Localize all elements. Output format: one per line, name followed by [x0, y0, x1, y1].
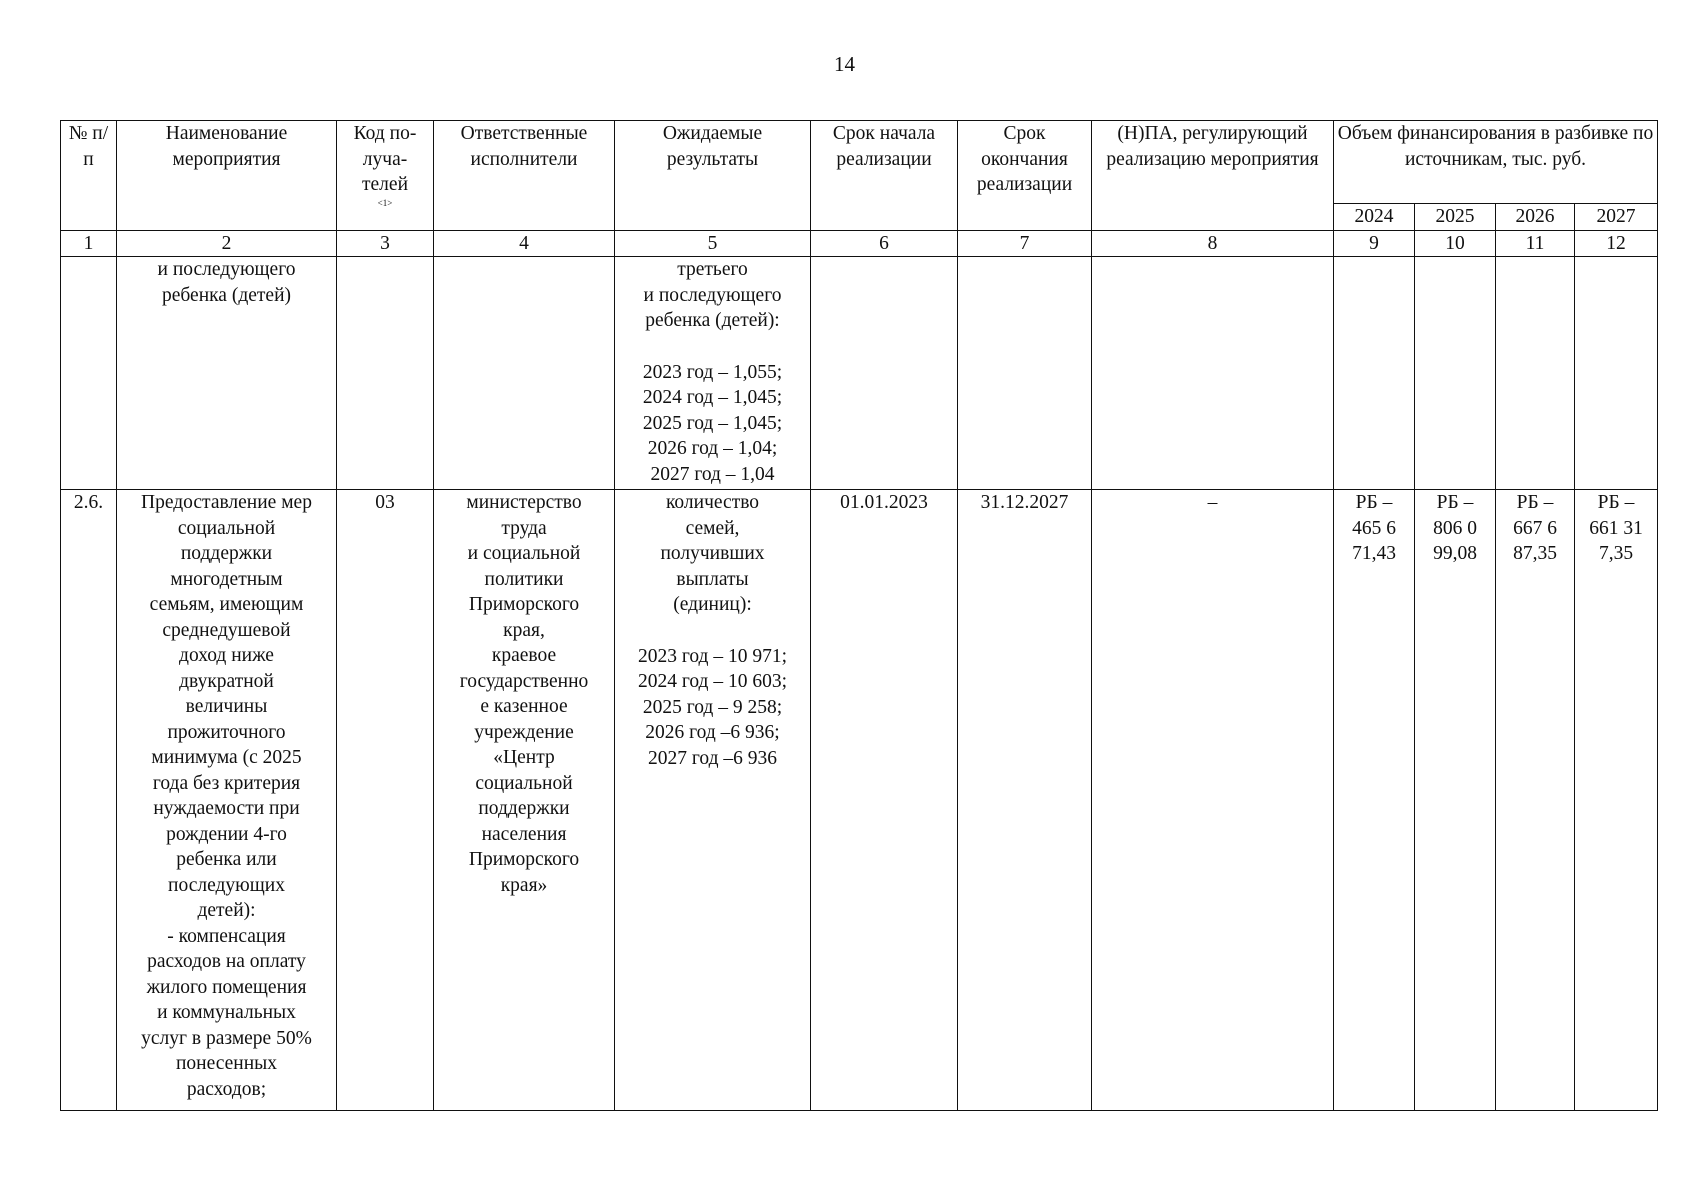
executors-line: политики [484, 568, 564, 590]
measure-name-line: и коммунальных [157, 1002, 296, 1023]
executors-line: поддержки [478, 798, 570, 819]
funding-2026-line: 667 6 [1513, 517, 1557, 539]
row-number: 2.6. [61, 490, 117, 1111]
measure-name-line: и последующего [157, 259, 296, 280]
executors-line: края, [503, 619, 545, 641]
header-recipient-code-note: <1> [377, 197, 393, 208]
year-2024: 2024 [1334, 204, 1415, 231]
column-number-cell: 12 [1575, 230, 1658, 257]
measure-name-line: расходов на оплату [147, 951, 306, 972]
column-number-cell: 8 [1092, 230, 1334, 257]
start-date [811, 257, 958, 490]
measure-name-line: минимума (с 2025 [151, 747, 302, 768]
column-number-cell: 11 [1496, 230, 1575, 257]
funding-2027 [1575, 490, 1658, 1111]
funding-2025-line: РБ – [1436, 492, 1474, 513]
column-number-cell: 5 [615, 230, 811, 257]
header-end-date: Срок окончания реализации [958, 121, 1092, 231]
expected-results-line: 2025 год – 9 258; [642, 696, 783, 718]
measure-name-line: ребенка или [176, 849, 277, 870]
executors-line: е казенное [480, 696, 568, 717]
funding-2027-line: 661 31 [1589, 517, 1643, 539]
measure-name-line: ребенка (детей) [161, 284, 292, 306]
measure-name-line: среднедушевой [162, 619, 291, 641]
funding-2024 [1334, 257, 1415, 490]
measure-name-line: величины [185, 696, 268, 717]
header-row [61, 121, 1658, 204]
measure-name-line: прожиточного [167, 721, 286, 743]
header-start-date: Срок начала реализации [811, 121, 958, 231]
column-number-cell: 10 [1415, 230, 1496, 257]
measure-name-line: понесенных [175, 1053, 278, 1074]
year-2027: 2027 [1575, 204, 1658, 231]
expected-results-line: выплаты [676, 568, 749, 590]
funding-2027-line: 7,35 [1598, 543, 1634, 564]
column-number-cell: 2 [117, 230, 337, 257]
table-row [61, 257, 1658, 490]
expected-results-line: 2024 год – 10 603; [637, 671, 788, 692]
measure-name-line: услуг в размере 50% [141, 1027, 312, 1049]
column-number-cell: 4 [434, 230, 615, 257]
funding-2027 [1575, 257, 1658, 490]
row-number [61, 257, 117, 490]
expected-results-line: количество [665, 492, 760, 513]
column-number-cell: 7 [958, 230, 1092, 257]
header-measure-name: Наименование мероприятия [117, 121, 337, 231]
executors [434, 257, 615, 490]
expected-results-line: 2024 год – 1,045; [642, 387, 783, 408]
expected-results-line: (единиц): [673, 594, 752, 615]
header-recipient-code-label: Код по-луча-телей [353, 123, 417, 195]
expected-results [615, 490, 811, 1111]
year-2026: 2026 [1496, 204, 1575, 231]
funding-2027-line: РБ – [1597, 492, 1635, 513]
executors-line: учреждение [474, 721, 574, 743]
year-2025: 2025 [1415, 204, 1496, 231]
expected-results-line: и последующего [643, 284, 782, 306]
header-recipient-code [337, 121, 434, 231]
measure-name-line: последующих [168, 874, 285, 896]
column-number-cell: 6 [811, 230, 958, 257]
expected-results-line: 2025 год – 1,045; [642, 412, 783, 434]
header-executors: Ответственные исполнители [434, 121, 615, 231]
expected-results-line: 2023 год – 1,055; [642, 361, 783, 383]
funding-2024-line: 71,43 [1352, 543, 1396, 564]
measure-name-line: доход ниже [179, 645, 274, 666]
measure-name-line: расходов; [186, 1078, 267, 1100]
funding-2024-line: 465 6 [1352, 517, 1396, 539]
measure-name-line: поддержки [180, 543, 273, 564]
executors-line: и социальной [467, 543, 581, 564]
measure-name-line: многодетным [170, 568, 283, 590]
page-number: 14 [834, 52, 855, 76]
measures-table [60, 120, 1658, 1111]
executors-line: населения [481, 823, 567, 845]
header-funding: Объем финансирования в разбивке по источникам, тыс. руб. [1334, 121, 1658, 204]
funding-2025-line: 806 0 [1433, 517, 1477, 539]
expected-results-line [618, 334, 807, 360]
executors-line: министерство [466, 492, 582, 513]
measure-name-line: двукратной [179, 670, 274, 692]
expected-results-line: третьего [677, 259, 748, 280]
header-regulation: (Н)ПА, регулирующий реализацию мероприятия [1092, 121, 1334, 231]
executors-line: государственно [459, 670, 589, 692]
measure-name [117, 257, 337, 490]
column-number-row [61, 230, 1658, 257]
header-results: Ожидаемые результаты [615, 121, 811, 231]
expected-results-line [618, 618, 807, 644]
executors-line: края» [500, 874, 548, 896]
expected-results-line: ребенка (детей): [645, 310, 780, 331]
funding-2025 [1415, 490, 1496, 1111]
start-date: 01.01.2023 [811, 490, 958, 1111]
funding-2026 [1496, 490, 1575, 1111]
funding-2025 [1415, 257, 1496, 490]
funding-2026-line: 87,35 [1513, 543, 1557, 564]
column-number-cell: 3 [337, 230, 434, 257]
expected-results-line: получивших [660, 543, 765, 564]
expected-results [615, 257, 811, 490]
executors [434, 490, 615, 1111]
regulation: – [1092, 490, 1334, 1111]
end-date [958, 257, 1092, 490]
executors-line: краевое [491, 645, 557, 666]
measure-name-line: семьям, имеющим [149, 594, 304, 615]
funding-2026-line: РБ – [1516, 492, 1554, 513]
executors-line: Приморского [468, 849, 580, 870]
end-date: 31.12.2027 [958, 490, 1092, 1111]
expected-results-line: 2027 год – 1,04 [650, 463, 775, 485]
expected-results-line: 2027 год –6 936 [648, 747, 777, 769]
funding-2024-line: РБ – [1355, 492, 1393, 513]
header-number: № п/п [61, 121, 117, 231]
funding-2025-line: 99,08 [1433, 543, 1477, 564]
measure-name-line: социальной [177, 517, 276, 539]
expected-results-line: семей, [685, 517, 740, 539]
column-number-cell: 1 [61, 230, 117, 257]
executors-line: труда [501, 517, 547, 539]
recipient-code [337, 257, 434, 490]
recipient-code: 03 [337, 490, 434, 1111]
executors-line: «Центр [493, 747, 555, 768]
measure-name-line: нуждаемости при [153, 798, 300, 819]
measure-name-line: года без критерия [152, 772, 301, 794]
measure-name-line: - компенсация [167, 925, 286, 947]
measure-name-line: жилого помещения [146, 976, 307, 998]
expected-results-line: 2026 год –6 936; [645, 722, 780, 743]
executors-line: социальной [475, 772, 573, 794]
measure-name [117, 490, 337, 1111]
expected-results-line: 2023 год – 10 971; [637, 645, 788, 667]
executors-line: Приморского [468, 594, 580, 615]
measure-name-line: рождении 4-го [166, 823, 287, 845]
expected-results-line: 2026 год – 1,04; [647, 438, 778, 459]
column-number-cell: 9 [1334, 230, 1415, 257]
funding-2024 [1334, 490, 1415, 1111]
funding-2026 [1496, 257, 1575, 490]
measure-name-line: детей): [197, 900, 256, 921]
measure-name-line: Предоставление мер [141, 492, 312, 513]
regulation [1092, 257, 1334, 490]
table-row [61, 490, 1658, 1111]
